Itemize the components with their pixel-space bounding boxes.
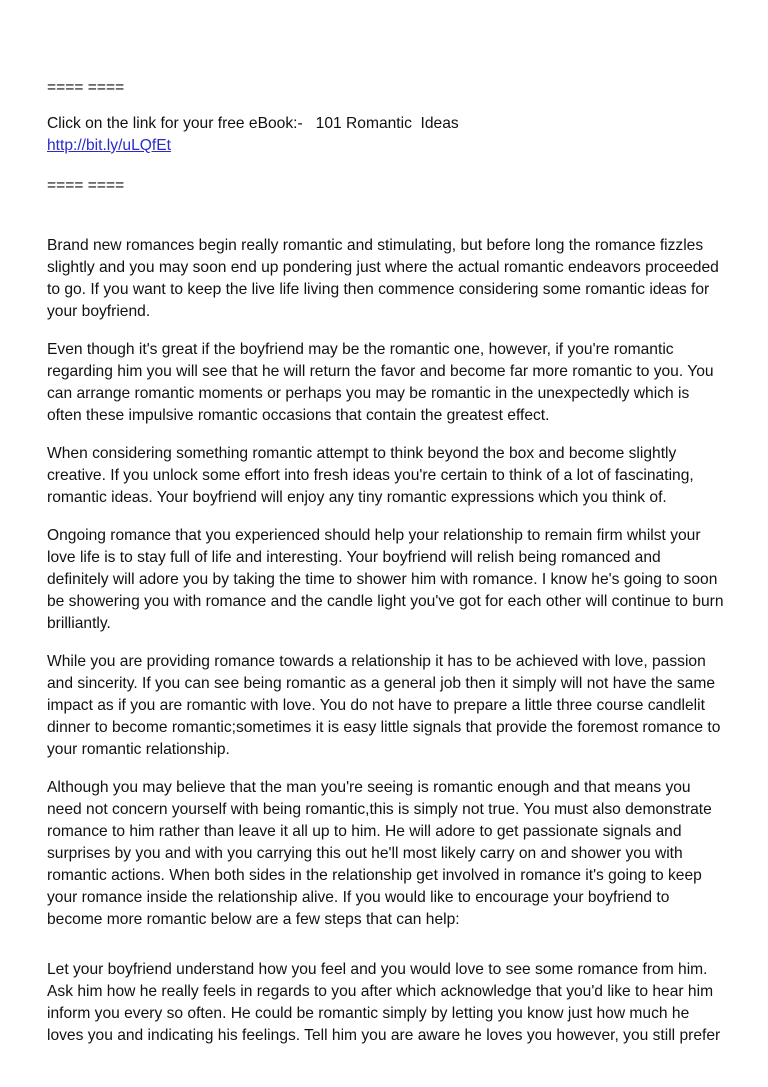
paragraph-line: surprises by you and with you carrying this out he'll most likely carry on and shower you with [47, 845, 683, 862]
paragraph-line: to go. If you want to keep the live life living then commence considering some romantic ideas for [47, 281, 710, 298]
paragraph [47, 339, 714, 427]
paragraph [47, 525, 724, 635]
paragraph-line: become more romantic below are a few steps that can help: [47, 911, 460, 928]
paragraph-line: loves you and indicating his feelings. Tell him you are aware he loves you however, you still prefer [47, 1027, 721, 1044]
paragraph-line: your romantic relationship. [47, 741, 230, 758]
paragraph-line: love life is to stay full of life and interesting. Your boyfriend will relish being romanced and [47, 549, 661, 566]
paragraph [47, 443, 694, 509]
paragraph-line: Let your boyfriend understand how you feel and you would love to see some romance from him. [47, 961, 708, 978]
paragraph-line: slightly and you may soon end up pondering just where the actual romantic endeavors proceeded [47, 259, 719, 276]
paragraph-line: be showering you with romance and the candle light you've got for each other will continue to burn [47, 593, 724, 610]
promo-block [47, 113, 459, 157]
paragraph-line: romantic ideas. Your boyfriend will enjoy any tiny romantic expressions which you think of. [47, 489, 667, 506]
paragraph-line: can arrange romantic moments or perhaps you may be romantic in the unexpectedly which is [47, 385, 690, 402]
paragraph-line: When considering something romantic attempt to think beyond the box and become slightly [47, 445, 677, 462]
paragraph-line: romance to him rather than leave it all up to him. He will adore to get passionate signals and [47, 823, 682, 840]
paragraph-line: need not concern yourself with being romantic,this is simply not true. You must also demonstrate [47, 801, 712, 818]
paragraph-line: romantic actions. When both sides in the relationship get involved in romance it's going to keep [47, 867, 702, 884]
separator-top: ==== ==== [47, 79, 125, 96]
ebook-link[interactable]: http://bit.ly/uLQfEt [47, 137, 171, 154]
paragraph-line: Ask him how he really feels in regards to you after which acknowledge that you'd like to hear him [47, 983, 714, 1000]
paragraph-line: dinner to become romantic;sometimes it is easy little signals that provide the foremost romance to [47, 719, 721, 736]
paragraph-line: inform you every so often. He could be romantic simply by letting you know just how much he [47, 1005, 690, 1022]
paragraph [47, 777, 712, 931]
paragraph-line: Even though it's great if the boyfriend may be the romantic one, however, if you're romantic [47, 341, 674, 358]
paragraph [47, 651, 720, 761]
paragraph-line: brilliantly. [47, 615, 111, 632]
paragraph-line: Ongoing romance that you experienced should help your relationship to remain firm whilst your [47, 527, 701, 544]
promo-text: Click on the link for your free eBook:- 101 Romantic Ideas [47, 115, 459, 132]
paragraph-line: impact as if you are romantic with love. You do not have to prepare a little three course candlelit [47, 697, 705, 714]
paragraph [47, 235, 719, 323]
paragraph-line: and sincerity. If you can see being romantic as a general job then it simply will not have the same [47, 675, 715, 692]
separator-bottom: ==== ==== [47, 177, 125, 194]
paragraph-line: regarding him you will see that he will return the favor and become far more romantic to you. You [47, 363, 714, 380]
paragraph-line: While you are providing romance towards a relationship it has to be achieved with love, passion [47, 653, 706, 670]
paragraph-line: Brand new romances begin really romantic and stimulating, but before long the romance fizzles [47, 237, 704, 254]
paragraph-line: your boyfriend. [47, 303, 151, 320]
paragraph-line: creative. If you unlock some effort into fresh ideas you're certain to think of a lot of fascinating, [47, 467, 694, 484]
paragraph-line: your romance inside the relationship alive. If you would like to encourage your boyfriend to [47, 889, 670, 906]
paragraph [47, 959, 720, 1047]
paragraph-line: often these impulsive romantic occasions that contain the greatest effect. [47, 407, 550, 424]
paragraph-line: Although you may believe that the man you're seeing is romantic enough and that means you [47, 779, 691, 796]
paragraph-line: definitely will adore you by taking the time to shower him with romance. I know he's going to soon [47, 571, 718, 588]
